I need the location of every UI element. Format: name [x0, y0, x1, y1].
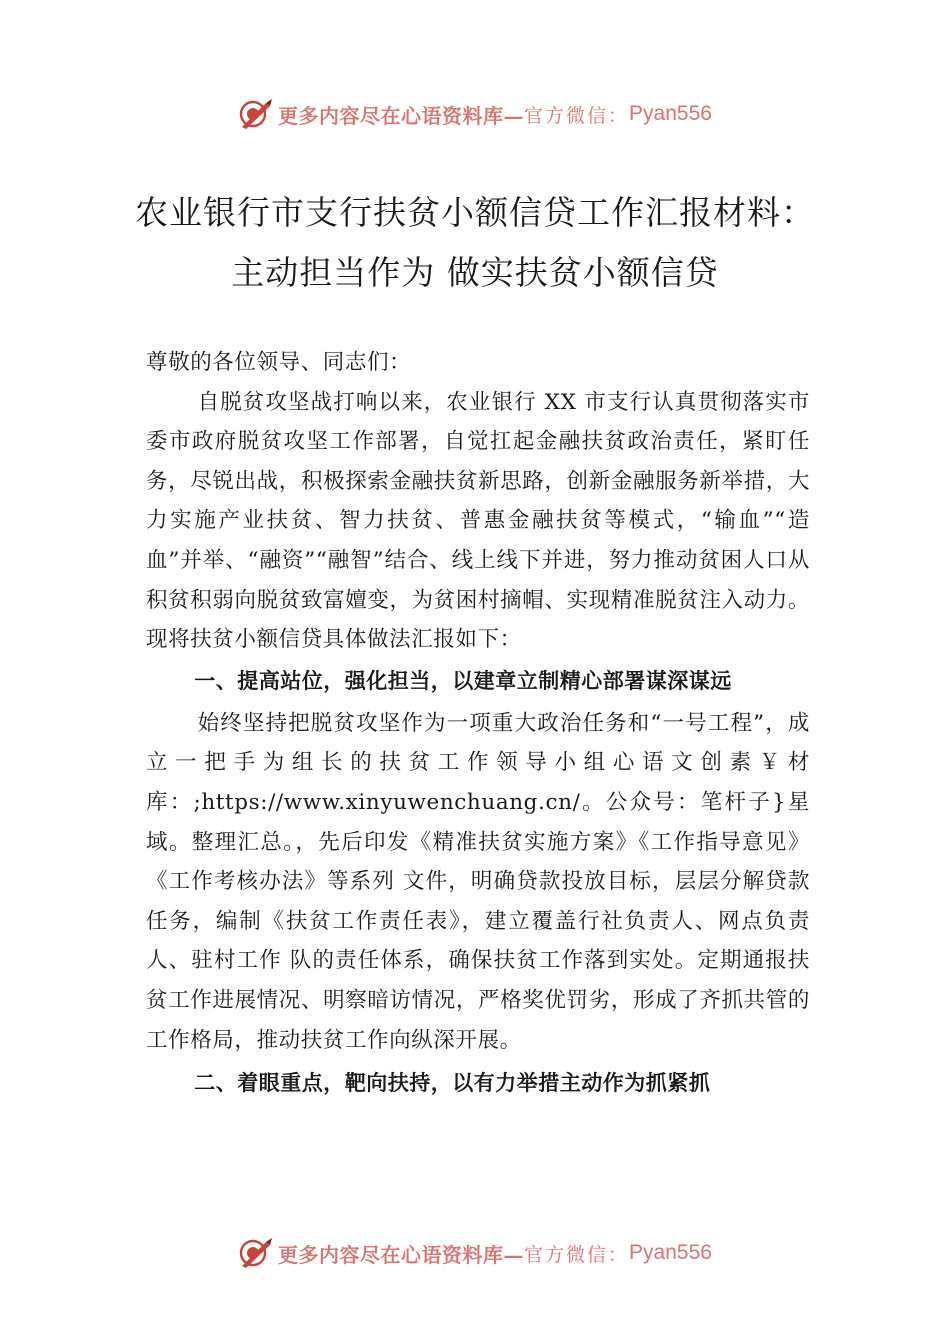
footer-watermark — [0, 1233, 950, 1273]
watermark-wechat-id: Pyan556 — [629, 1241, 712, 1264]
salutation: 尊敬的各位领导、同志们： — [146, 350, 412, 375]
watermark-wechat-label: 官方微信： — [524, 104, 630, 127]
pen-logo-icon — [238, 97, 274, 131]
section-1-paragraph: 始终坚持把脱贫攻坚作为一项重大政治任务和“一号工程”，成立一把手为组长的扶贫工作领导小组心语文创素￥材库：;https://www.xinyuwenchuang.cn/。公众号：笔杆子}星域。整理汇总。，先后印发《精准扶贫实施方案》《工作指导意见》《工作考核办法》等系列 文件，明确贷款投放目标，层层分解贷款任务，编制《扶贫工作责任表》，建立覆盖行社负责人、网点负责人、驻村工作 队的责任体系，确保扶贫工作落到实处。定期通报扶贫工作进展情况、明察暗访情况，严格奖优罚劣，形成了齐抓共管的工作格局，推动扶贫工作向纵深开展。 — [146, 710, 810, 1053]
watermark-text: 更多内容尽在心语资料库— — [278, 103, 525, 128]
document-title: 农业银行市支行扶贫小额信贷工作汇报材料：主动担当作为 做实扶贫小额信贷 — [135, 193, 815, 292]
document-body — [146, 343, 810, 1104]
section-1-heading: 一、提高站位，强化担当，以建章立制精心部署谋深谋远 — [194, 668, 732, 693]
header-watermark — [0, 94, 950, 134]
watermark-wechat-label: 官方微信： — [524, 1243, 630, 1266]
watermark-wechat-id: Pyan556 — [629, 102, 712, 125]
watermark-text: 更多内容尽在心语资料库— — [278, 1242, 525, 1267]
pen-logo-icon — [238, 1236, 274, 1270]
section-2-heading: 二、着眼重点，靶向扶持，以有力举措主动作为抓紧抓 — [194, 1071, 711, 1096]
intro-paragraph: 自脱贫攻坚战打响以来，农业银行 XX 市支行认真贯彻落实市委市政府脱贫攻坚工作部署，自觉扛起金融扶贫政治责任，紧盯任务，尽锐出战，积极探索金融扶贫新思路，创新金融服务新举措，大力实施产业扶贫、智力扶贫、普惠金融扶贫等模式，“输血”“造血”并举、“融资”“融智”结合、线上线下并进，努力推动贫困人口从积贫积弱向脱贫致富嬗变，为贫困村摘帽、实现精准脱贫注入动力。现将扶贫小额信贷具体做法汇报如下： — [146, 389, 810, 653]
